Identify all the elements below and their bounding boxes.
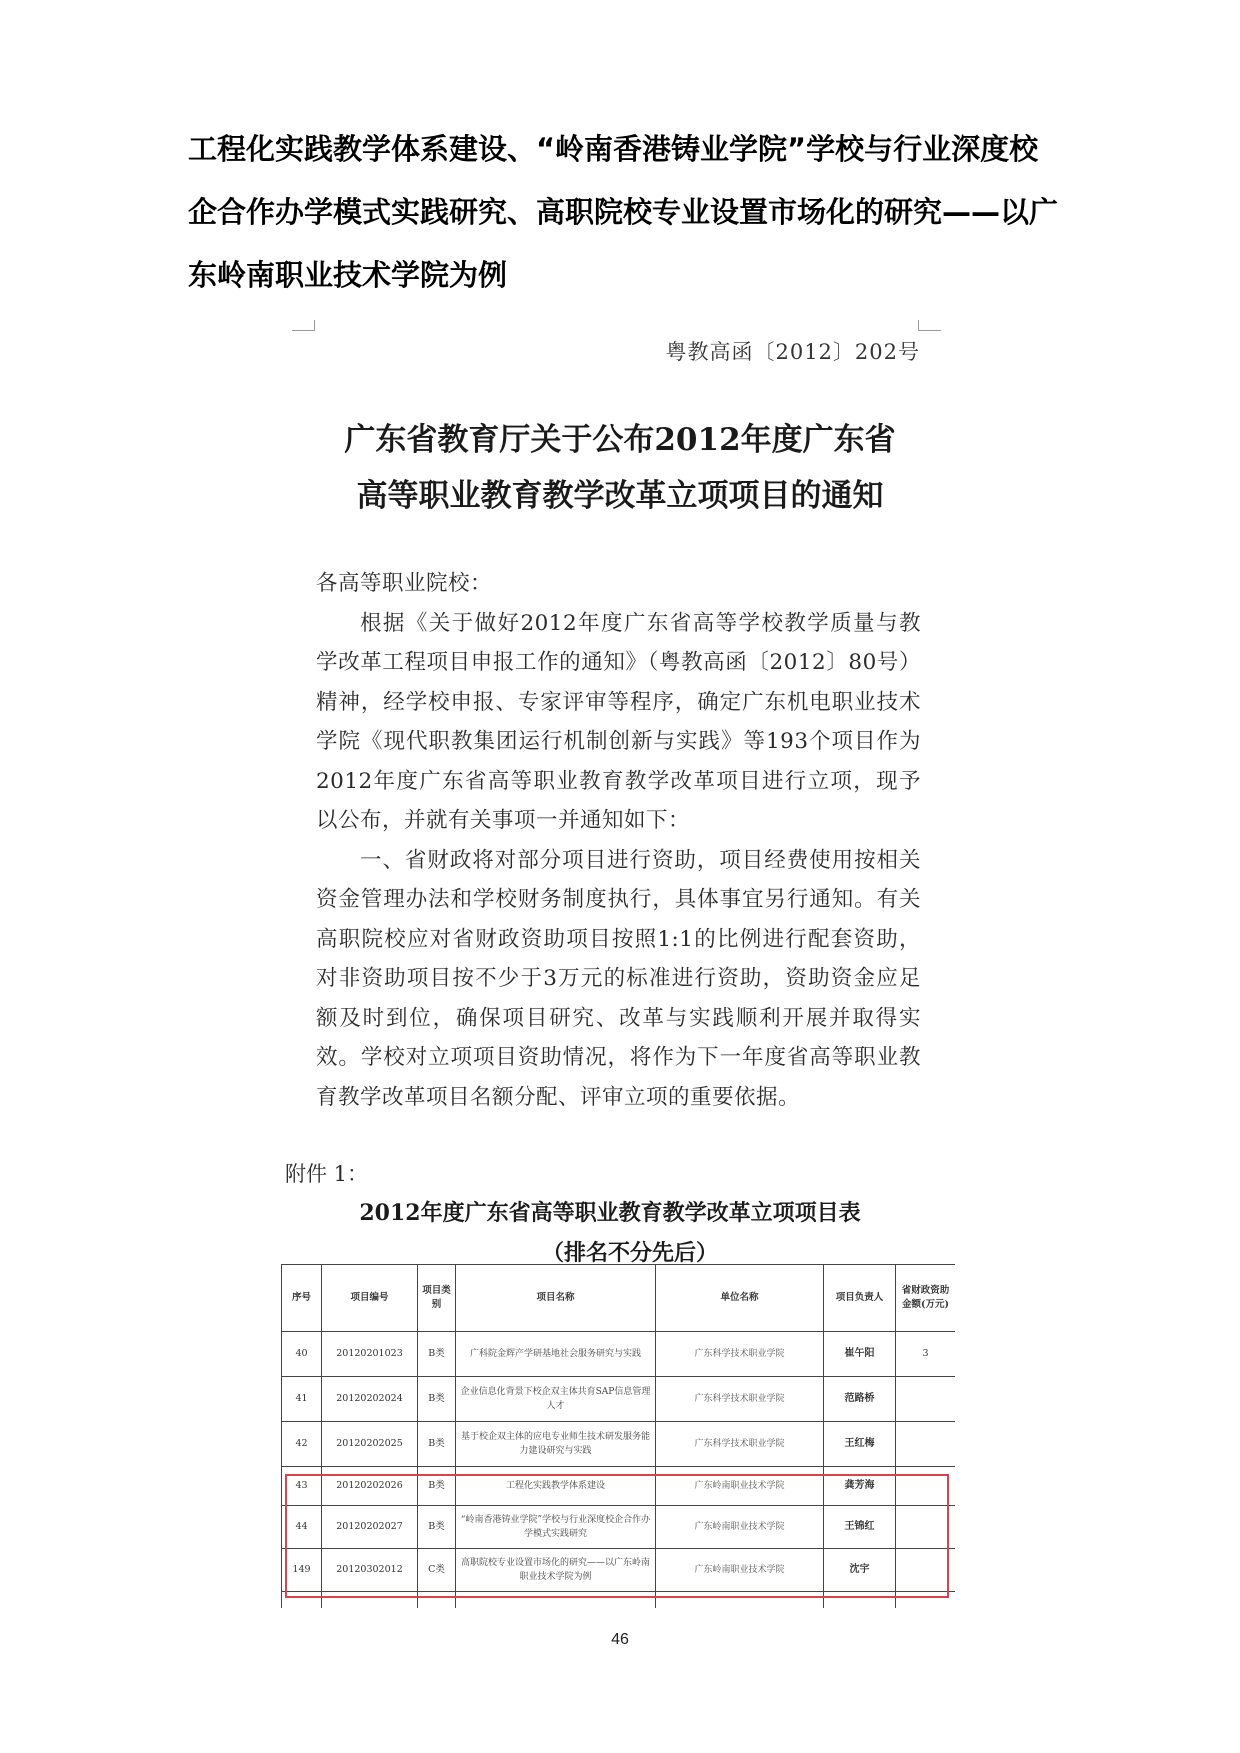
page-number: 46	[611, 1631, 629, 1648]
header-code: 项目编号	[322, 1265, 418, 1332]
cell-seq: 41	[282, 1377, 322, 1422]
cell-name: 高职院校专业设置市场化的研究——以广东岭南职业技术学院为例	[456, 1549, 656, 1592]
paragraph-1: 根据《关于做好2012年度广东省高等学校教学质量与教学改革工程项目申报工作的通知》（粤教高函〔2012〕80号）精神，经学校申报、专家评审等程序，确定广东机电职业技术学院《现代职教集团运行机制创新与实践》等193个项目作为2012年度广东省高等职业教育教学改革项目进行立项，现予以公布，并就有关事项一并通知如下：	[316, 610, 921, 833]
cell-unit: 广东科学技术职业学院	[656, 1422, 824, 1467]
cell-leader: 沈宇	[824, 1549, 896, 1592]
notice-title	[300, 412, 940, 524]
crop-mark-right	[918, 320, 941, 331]
heading-line-3: 东岭南职业技术学院为例	[188, 258, 508, 292]
page-heading	[188, 118, 1068, 307]
table-row	[282, 1422, 956, 1467]
cell-category: B类	[418, 1506, 456, 1549]
header-leader: 项目负责人	[824, 1265, 896, 1332]
cell-name: “岭南香港铸业学院”学校与行业深度校企合作办学模式实践研究	[456, 1506, 656, 1549]
cell-funding: 3	[896, 1332, 956, 1377]
cell-seq: 149	[282, 1549, 322, 1592]
heading-line-1: 工程化实践教学体系建设、“岭南香港铸业学院”学校与行业深度校	[188, 132, 1039, 166]
cell-code: 20120202024	[322, 1377, 418, 1422]
header-category: 项目类别	[418, 1265, 456, 1332]
table-row	[282, 1377, 956, 1422]
highlight-box	[285, 1474, 949, 1598]
header-seq: 序号	[282, 1265, 322, 1332]
cell-leader: 龚芳海	[824, 1467, 896, 1506]
cell-leader: 崔午阳	[824, 1332, 896, 1377]
cell-leader: 王红梅	[824, 1422, 896, 1467]
cell-unit: 广东科学技术职业学院	[656, 1377, 824, 1422]
cell-category: C类	[418, 1549, 456, 1592]
cell-category: B类	[418, 1467, 456, 1506]
cell-leader: 范路桥	[824, 1377, 896, 1422]
cell-code: 20120201023	[322, 1332, 418, 1377]
attachment-label: 附件 1：	[285, 1162, 369, 1186]
cell-funding	[896, 1377, 956, 1422]
table-title-sub: （排名不分先后）	[541, 1240, 718, 1266]
cell-code: 20120202026	[322, 1467, 418, 1506]
cell-category: B类	[418, 1332, 456, 1377]
notice-title-line-1: 广东省教育厅关于公布2012年度广东省	[344, 422, 896, 458]
cell-seq: 43	[282, 1467, 322, 1506]
cell-code: 20120202025	[322, 1422, 418, 1467]
cell-code: 20120202027	[322, 1506, 418, 1549]
table-row	[282, 1332, 956, 1377]
paragraph-2: 一、省财政将对部分项目进行资助，项目经费使用按相关资金管理办法和学校财务制度执行，具体事宜另行通知。有关高职院校应对省财政资助项目按照1:1的比例进行配套资助，对非资助项目按不少于3万元的标准进行资助，资助资金应足额及时到位，确保项目研究、改革与实践顺利开展并取得实效。学校对立项项目资助情况，将作为下一年度省高等职业教育教学改革项目名额分配、评审立项的重要依据。	[316, 847, 921, 1110]
document-number: 粤教高函〔2012〕202号	[665, 340, 920, 364]
cell-unit: 广东岭南职业技术学院	[656, 1506, 824, 1549]
cell-category: B类	[418, 1422, 456, 1467]
cell-funding	[896, 1422, 956, 1467]
cell-unit: 广东岭南职业技术学院	[656, 1467, 824, 1506]
cell-code: 20120302012	[322, 1549, 418, 1592]
cell-seq: 42	[282, 1422, 322, 1467]
table-title-main: 2012年度广东省高等职业教育教学改革立项项目表	[359, 1200, 861, 1226]
cell-unit: 广东岭南职业技术学院	[656, 1549, 824, 1592]
cell-name: 基于校企双主体的应电专业师生技术研发服务能力建设研究与实践	[456, 1422, 656, 1467]
heading-line-2: 企合作办学模式实践研究、高职院校专业设置市场化的研究——以广	[188, 195, 1059, 229]
header-unit: 单位名称	[656, 1265, 824, 1332]
table-title	[280, 1193, 940, 1273]
header-name: 项目名称	[456, 1265, 656, 1332]
cell-name: 广科院金辉产学研基地社会服务研究与实践	[456, 1332, 656, 1377]
cell-name: 企业信息化背景下校企双主体共育SAP信息管理人才	[456, 1377, 656, 1422]
cell-seq: 44	[282, 1506, 322, 1549]
cell-seq: 40	[282, 1332, 322, 1377]
crop-mark-left	[292, 320, 315, 331]
cell-unit: 广东科学技术职业学院	[656, 1332, 824, 1377]
header-funding: 省财政资助金额(万元)	[896, 1265, 956, 1332]
salutation: 各高等职业院校：	[316, 571, 493, 596]
cell-leader: 王锦红	[824, 1506, 896, 1549]
notice-body	[316, 564, 921, 1117]
notice-title-line-2: 高等职业教育教学改革立项项目的通知	[356, 478, 884, 514]
cell-name: 工程化实践教学体系建设	[456, 1467, 656, 1506]
table-header-row	[282, 1265, 956, 1332]
cell-category: B类	[418, 1377, 456, 1422]
